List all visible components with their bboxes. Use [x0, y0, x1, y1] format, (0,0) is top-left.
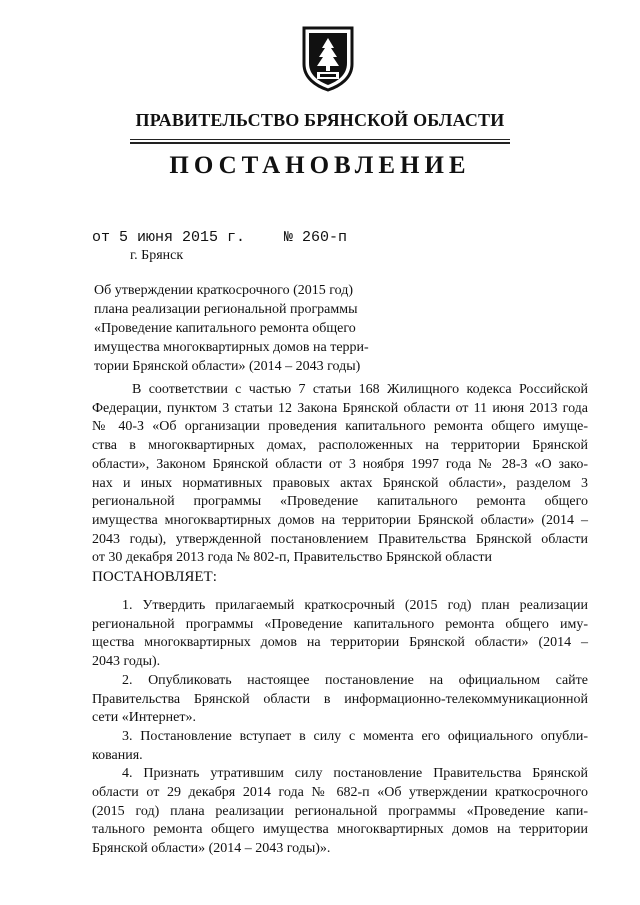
- preamble-line: области», Законом Брянской области от 3 ноября 1997 года № 28-З «О зако-: [92, 456, 588, 472]
- preamble-line: Федерации, пунктом 3 статьи 12 Закона Брянской области от 11 июня 2013 года: [92, 400, 588, 416]
- item-line: (2015 год) плана реализации региональной программы «Проведение капи-: [92, 803, 588, 819]
- item-line: тального ремонта общего имущества многоквартирных домов на территории: [92, 822, 588, 838]
- preamble-line: нах и иных нормативных правовых актах Брянской области», разделом 3: [92, 475, 588, 491]
- item-line: 1. Утвердить прилагаемый краткосрочный (2015 год) план реализации: [122, 598, 588, 613]
- preamble-line: 2043 годы), утвержденной постановлением Правительства Брянской области: [92, 531, 588, 547]
- preamble-line: В соответствии с частью 7 статьи 168 Жилищного кодекса Российской: [132, 382, 588, 397]
- subject-line: Об утверждении краткосрочного (2015 год): [94, 283, 354, 298]
- resolution-items: [92, 597, 588, 859]
- resolution-keyword: ПОСТАНОВЛЯЕТ:: [92, 569, 217, 586]
- date-number-row: [92, 229, 552, 249]
- resolution-item-2: [92, 672, 588, 728]
- document-number: № 260-п: [284, 229, 348, 246]
- item-line: 3. Постановление вступает в силу с момента его официального опубли-: [122, 728, 588, 744]
- preamble-line: от 30 декабря 2013 года № 802-п, Правительство Брянской области: [92, 550, 493, 566]
- header-rule: [130, 139, 510, 140]
- subject-line: имущества многоквартирных домов на терри-: [94, 340, 369, 355]
- preamble-paragraph: [92, 381, 588, 587]
- item-line: кования.: [92, 747, 143, 763]
- item-line: региональной программы «Проведение капитального ремонта общего иму-: [92, 616, 588, 632]
- resolution-item-4: [92, 765, 588, 859]
- item-line: области от 29 декабря 2014 года № 682-п «Об утверждении краткосрочного: [92, 785, 588, 801]
- item-line: 2. Опубликовать настоящее постановление на официальном сайте: [122, 672, 588, 688]
- document-date: от 5 июня 2015 г.: [92, 229, 246, 246]
- subject-line: плана реализации региональной программы: [94, 302, 358, 317]
- resolution-item-1: [92, 597, 588, 672]
- document-type: ПОСТАНОВЛЕНИЕ: [169, 152, 471, 179]
- item-line: 2043 годы).: [92, 654, 161, 670]
- government-title: ПРАВИТЕЛЬСТВО БРЯНСКОЙ ОБЛАСТИ: [135, 110, 505, 130]
- preamble-line: № 40-З «Об организации проведения капитального ремонта общего имуще-: [92, 419, 588, 435]
- preamble-line: имущества многоквартирных домов на территории Брянской области» (2014 –: [92, 512, 588, 528]
- preamble-line: ства в многоквартирных домах, расположенных на территории Брянской: [92, 438, 588, 454]
- subject-line: тории Брянской области» (2014 – 2043 годы): [94, 359, 361, 374]
- bryansk-coat-of-arms-icon: [300, 24, 356, 92]
- preamble-line: региональной программы «Проведение капитального ремонта общего: [92, 494, 588, 510]
- item-line: Правительства Брянской области в информационно-телекоммуникационной: [92, 691, 588, 707]
- item-line: сети «Интернет».: [92, 710, 196, 726]
- header-rule-thick: [130, 142, 510, 144]
- document-subject: [94, 281, 394, 376]
- resolution-item-3: [92, 728, 588, 765]
- subject-line: «Проведение капитального ремонта общего: [94, 321, 356, 336]
- item-line: 4. Признать утратившим силу постановление Правительства Брянской: [122, 766, 588, 782]
- item-line: щества многоквартирных домов на территории Брянской области» (2014 –: [92, 635, 588, 651]
- document-city: г. Брянск: [130, 248, 184, 263]
- item-line: Брянской области» (2014 – 2043 годы)».: [92, 841, 331, 857]
